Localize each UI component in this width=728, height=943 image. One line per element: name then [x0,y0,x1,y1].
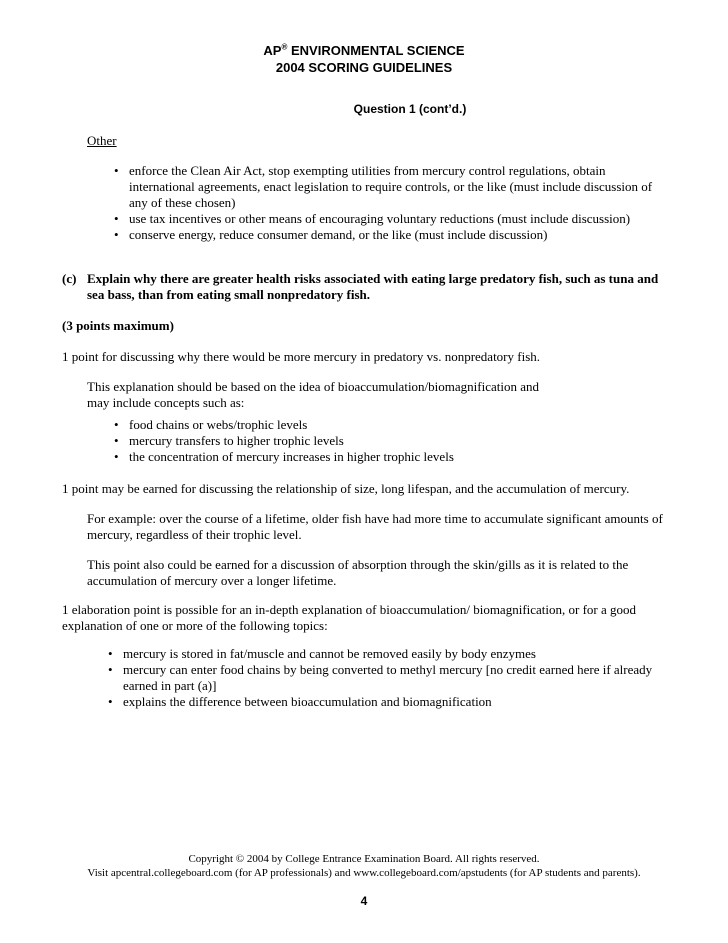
bullet-icon: • [114,433,119,448]
other-bullet-list [114,163,674,243]
document-subtitle: 2004 SCORING GUIDELINES [275,60,453,75]
page-number: 4 [360,894,368,908]
list-item: • mercury can enter food chains by being converted to methyl mercury [no credit earned here if already earned in part (a)] [108,662,653,693]
elaboration-bullet-list [108,646,668,710]
bullet-icon: • [108,646,113,661]
other-heading: Other [87,133,117,148]
point1-text: 1 point for discussing why there would be more mercury in predatory vs. nonpredatory fish. [62,349,541,364]
list-item: • the concentration of mercury increases in higher trophic levels [114,449,454,464]
point2-absorption: This point also could be earned for a discussion of absorption through the skin/gills as it is related to the accumulation of mercury over a longer lifetime. [87,557,629,588]
part-question: Explain why there are greater health risks associated with eating large predatory fish, such as tuna and sea bass, than from eating small nonpredatory fish. [87,271,659,302]
question-heading: Question 1 (cont’d.) [353,102,467,116]
footer-copyright: Copyright © 2004 by College Entrance Examination Board. All rights reserved. [188,853,540,865]
elaboration-text: 1 elaboration point is possible for an in-depth explanation of bioaccumulation/ biomagnification, or for a good explanation of one or more of the following topics: [62,602,637,633]
point1-explanation: This explanation should be based on the idea of bioaccumulation/biomagnification and may include concepts such as: [87,379,539,410]
point2-text: 1 point may be earned for discussing the relationship of size, long lifespan, and the accumulation of mercury. [62,481,630,496]
point2-example: For example: over the course of a lifetime, older fish have had more time to accumulate significant amounts of mercury, regardless of their trophic level. [87,511,663,542]
point1-bullet-list [114,417,654,465]
list-item: • conserve energy, reduce consumer demand, or the like (must include discussion) [114,227,548,242]
bullet-icon: • [114,163,119,178]
registered-mark: ® [281,42,288,52]
list-item: • food chains or webs/trophic levels [114,417,308,432]
bullet-icon: • [114,227,119,242]
list-item: • use tax incentives or other means of encouraging voluntary reductions (must include discussion) [114,211,631,226]
list-item: • enforce the Clean Air Act, stop exempting utilities from mercury control regulations, obtain international agreements, enact legislation to require controls, or the like (must include discussion of any of these chosen) [114,163,653,210]
bullet-icon: • [108,694,113,709]
list-item: • mercury is stored in fat/muscle and cannot be removed easily by body enzymes [108,646,536,661]
title-suffix: ENVIRONMENTAL SCIENCE [287,43,465,58]
document-title [0,43,728,59]
footer-visit: Visit apcentral.collegeboard.com (for AP professionals) and www.collegeboard.com/apstudents (for AP students and parents). [87,867,641,879]
bullet-icon: • [114,449,119,464]
bullet-icon: • [114,211,119,226]
list-item: • mercury transfers to higher trophic levels [114,433,344,448]
bullet-icon: • [114,417,119,432]
bullet-icon: • [108,662,113,677]
title-prefix: AP [263,43,282,58]
part-label: (c) [62,271,77,286]
list-item: • explains the difference between bioaccumulation and biomagnification [108,694,492,709]
max-points: (3 points maximum) [62,318,174,333]
